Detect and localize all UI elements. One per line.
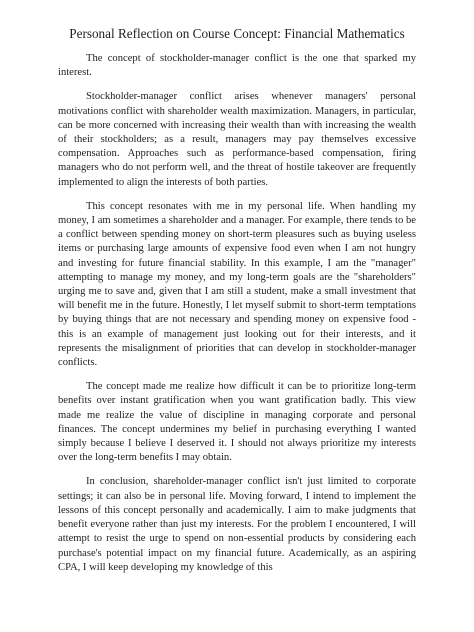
paragraph-definition: Stockholder-manager conflict arises whenever managers' personal motivations conflict with shareholder wealth maximization. Managers, in particular, can be more concerned with increasing their wealth than with increasing the wealth of their stockholders; as a result, managers may pay themselves excessive compensation. Approaches such as performance-based compensation, firing managers who do not perform well, and the threat of hostile takeover are frequently implemented to align the interests of both parties. bbox=[58, 91, 416, 188]
paragraph-personal-example: This concept resonates with me in my personal life. When handling my money, I am sometimes a shareholder and a manager. For example, there tends to be a conflict between spending money on short-term pleasures such as buying useless items or purchasing large amounts of expensive food even when I am not hungry and investing for future financial stability. In this example, I am the "manager" attempting to manage my money, and my long-term goals are the "shareholders" urging me to save and, given that I am still a student, make a small investment that will benefit me in the future. Honestly, I let myself submit to short-term temptations by buying things that are not necessary and spending money on expensive food - this is an example of management just looking out for their interests, and it represents the misalignment of priorities that can develop in stockholder-manager conflicts. bbox=[58, 200, 416, 369]
paragraph-realization: The concept made me realize how difficult it can be to prioritize long-term benefits over instant gratification when you want gratification badly. This view made me realize the value of discipline in managing corporate and personal finances. The concept undermines my belief in purchasing everything I wanted simply because I believe I deserved it. I should not always prioritize my interests over the long-term benefits I may obtain. bbox=[58, 381, 416, 464]
paragraph-intro: The concept of stockholder-manager conflict is the one that sparked my interest. bbox=[58, 53, 416, 79]
document-title: Personal Reflection on Course Concept: Financial Mathematics bbox=[69, 26, 405, 41]
paragraph-conclusion: In conclusion, shareholder-manager conflict isn't just limited to corporate settings; it can also be in personal life. Moving forward, I intend to implement the lessons of this concept personally and academically. I aim to make judgments that benefit everyone rather than just my interests. For the problem I encountered, I will attempt to resist the urge to spend on non-essential products by considering each purchase's potential impact on my financial future. Academically, as an aspiring CPA, I will keep developing my knowledge of this bbox=[58, 476, 416, 573]
